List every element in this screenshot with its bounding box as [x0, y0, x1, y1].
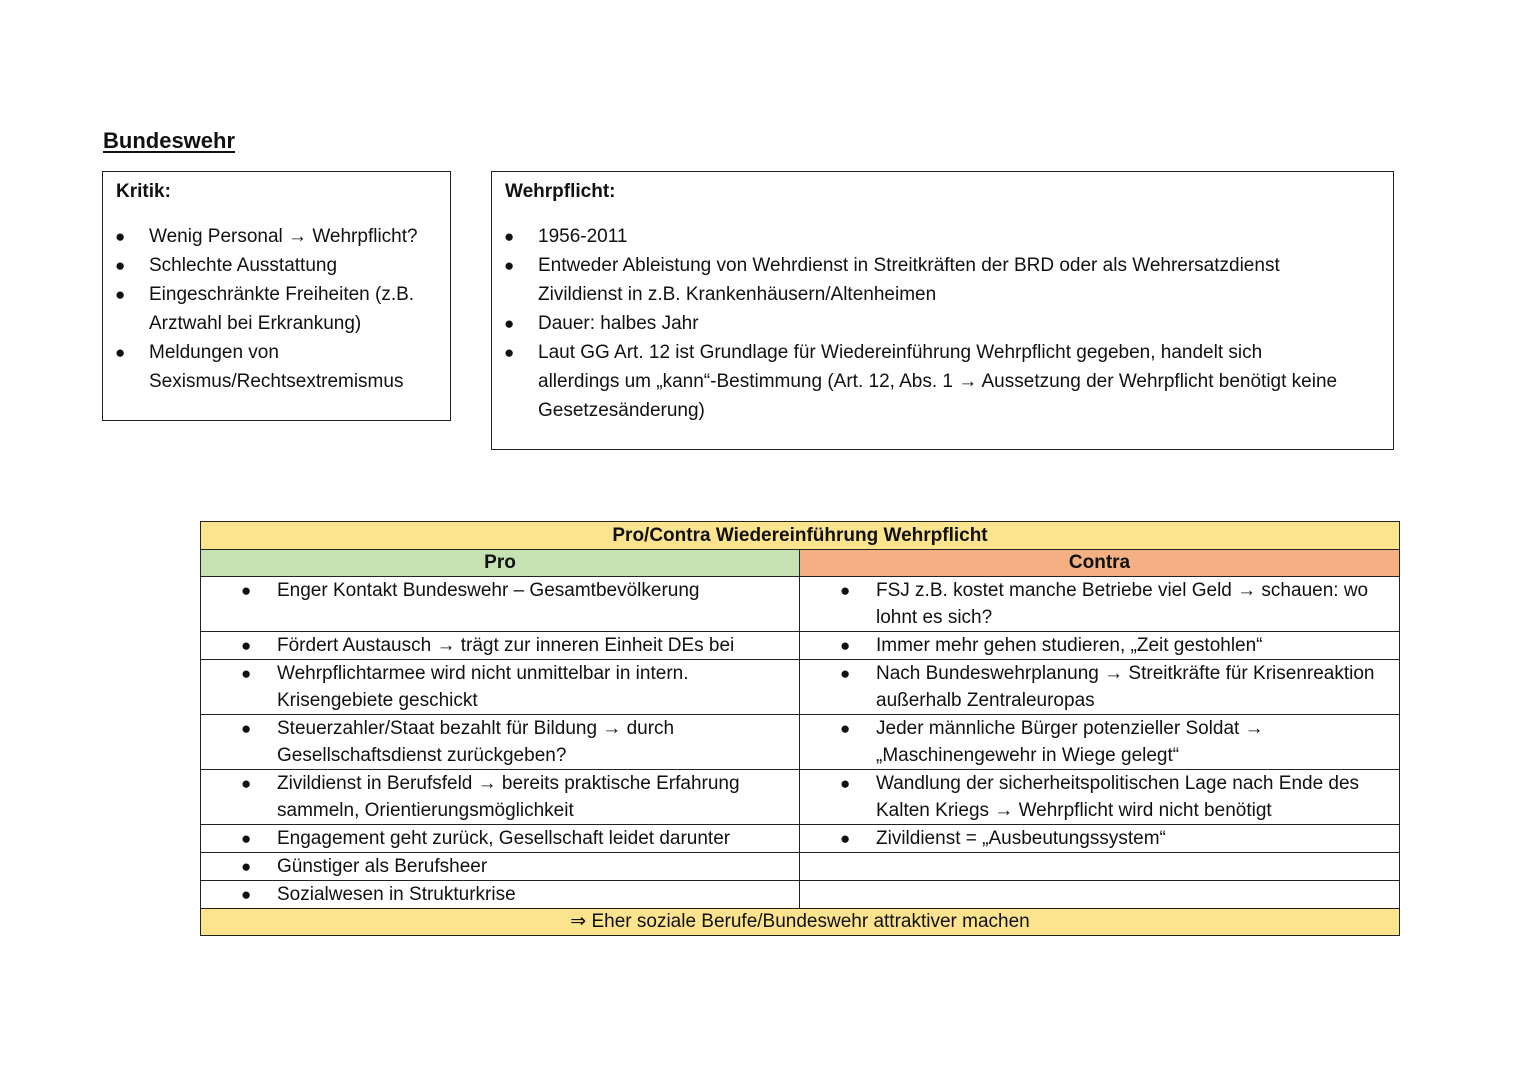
wehrpflicht-item — [492, 338, 1338, 425]
kritik-box — [102, 171, 451, 421]
contra-text: Jeder männliche Bürger potenzieller Soldat → „Maschinengewehr in Wiege gelegt“ — [876, 718, 1264, 766]
page-title: Bundeswehr — [103, 128, 236, 153]
kritik-list — [103, 222, 439, 396]
pro-contra-table — [200, 521, 1400, 936]
contra-cell — [800, 660, 1400, 715]
contra-text: FSJ z.B. kostet manche Betriebe viel Geld → schauen: wo lohnt es sich? — [876, 580, 1369, 628]
kritik-item-text: Eingeschränkte Freiheiten (z.B. Arztwahl bei Erkrankung) — [149, 284, 415, 334]
pro-text: Fördert Austausch → trägt zur inneren Einheit DEs bei — [277, 635, 735, 656]
contra-header: Contra — [800, 550, 1400, 577]
contra-cell — [800, 632, 1400, 660]
bullet-icon: ● — [241, 829, 252, 848]
kritik-item-text: Wenig Personal → Wehrpflicht? — [149, 226, 418, 247]
table-row — [201, 825, 1400, 853]
table-row — [201, 577, 1400, 632]
bullet-icon: ● — [504, 314, 515, 333]
wehrpflicht-item — [492, 222, 1338, 251]
contra-cell — [800, 715, 1400, 770]
pro-cell — [201, 577, 800, 632]
kritik-item-text: Meldungen von Sexismus/Rechtsextremismus — [149, 342, 404, 392]
wehrpflicht-item-text: 1956-2011 — [538, 226, 628, 247]
table-row — [201, 660, 1400, 715]
table-conclusion: ⇒ Eher soziale Berufe/Bundeswehr attraktiver machen — [201, 909, 1400, 936]
bullet-icon: ● — [840, 774, 851, 793]
wehrpflicht-item-text: Laut GG Art. 12 ist Grundlage für Wiedereinführung Wehrpflicht gegeben, handelt sich allerdings um „kann“-Bestimmung (Art. 12, Abs. 1 → Aussetzung der Wehrpflicht benötigt keine Gesetzesänderung) — [538, 342, 1338, 421]
pro-text: Engagement geht zurück, Gesellschaft leidet darunter — [277, 828, 731, 849]
table-row — [201, 715, 1400, 770]
pro-cell — [201, 770, 800, 825]
bullet-icon: ● — [241, 636, 252, 655]
contra-text: Wandlung der sicherheitspolitischen Lage nach Ende des Kalten Kriegs → Wehrpflicht wird nicht benötigt — [876, 773, 1360, 821]
bullet-icon: ● — [840, 664, 851, 683]
wehrpflicht-box — [491, 171, 1394, 450]
pro-text: Zivildienst in Berufsfeld → bereits praktische Erfahrung sammeln, Orientierungsmöglichkeit — [277, 773, 740, 821]
table-title: Pro/Contra Wiedereinführung Wehrpflicht — [201, 522, 1400, 550]
pro-cell — [201, 632, 800, 660]
pro-cell — [201, 881, 800, 909]
contra-text: Nach Bundeswehrplanung → Streitkräfte für Krisenreaktion außerhalb Zentraleuropas — [876, 663, 1375, 711]
wehrpflicht-list — [492, 222, 1338, 425]
bullet-icon: ● — [504, 227, 515, 246]
pro-header: Pro — [201, 550, 800, 577]
table-row — [201, 632, 1400, 660]
pro-text: Günstiger als Berufsheer — [277, 856, 488, 877]
pro-cell — [201, 660, 800, 715]
kritik-item — [103, 251, 439, 280]
bullet-icon: ● — [241, 857, 252, 876]
bullet-icon: ● — [504, 343, 515, 362]
contra-text: Zivildienst = „Ausbeutungssystem“ — [876, 828, 1166, 849]
wehrpflicht-item-text: Entweder Ableistung von Wehrdienst in Streitkräften der BRD oder als Wehrersatzdienst Zivildienst in z.B. Krankenhäusern/Altenheimen — [538, 255, 1280, 305]
bullet-icon: ● — [241, 664, 252, 683]
bullet-icon: ● — [840, 581, 851, 600]
contra-text: Immer mehr gehen studieren, „Zeit gestohlen“ — [876, 635, 1263, 656]
kritik-item — [103, 338, 439, 396]
wehrpflicht-item — [492, 251, 1338, 309]
kritik-item-text: Schlechte Ausstattung — [149, 255, 338, 276]
wehrpflicht-heading: Wehrpflicht: — [505, 181, 616, 202]
table-row — [201, 881, 1400, 909]
bullet-icon: ● — [115, 285, 126, 304]
bullet-icon: ● — [840, 636, 851, 655]
pro-text: Enger Kontakt Bundeswehr – Gesamtbevölkerung — [277, 580, 700, 601]
bullet-icon: ● — [840, 829, 851, 848]
bullet-icon: ● — [241, 581, 252, 600]
table-row — [201, 770, 1400, 825]
bullet-icon: ● — [840, 719, 851, 738]
kritik-heading: Kritik: — [116, 181, 171, 202]
bullet-icon: ● — [115, 256, 126, 275]
contra-cell — [800, 825, 1400, 853]
pro-text: Wehrpflichtarmee wird nicht unmittelbar in intern. Krisengebiete geschickt — [277, 663, 689, 711]
contra-cell — [800, 853, 1400, 881]
pro-text: Sozialwesen in Strukturkrise — [277, 884, 516, 905]
bullet-icon: ● — [115, 227, 126, 246]
contra-cell — [800, 577, 1400, 632]
pro-cell — [201, 853, 800, 881]
pro-text: Steuerzahler/Staat bezahlt für Bildung → durch Gesellschaftsdienst zurückgeben? — [277, 718, 675, 766]
pro-cell — [201, 715, 800, 770]
bullet-icon: ● — [504, 256, 515, 275]
kritik-item — [103, 222, 439, 251]
kritik-item — [103, 280, 439, 338]
contra-cell — [800, 881, 1400, 909]
pro-cell — [201, 825, 800, 853]
wehrpflicht-item — [492, 309, 1338, 338]
bullet-icon: ● — [241, 774, 252, 793]
table-row — [201, 853, 1400, 881]
bullet-icon: ● — [241, 885, 252, 904]
bullet-icon: ● — [241, 719, 252, 738]
contra-cell — [800, 770, 1400, 825]
wehrpflicht-item-text: Dauer: halbes Jahr — [538, 313, 699, 334]
bullet-icon: ● — [115, 343, 126, 362]
